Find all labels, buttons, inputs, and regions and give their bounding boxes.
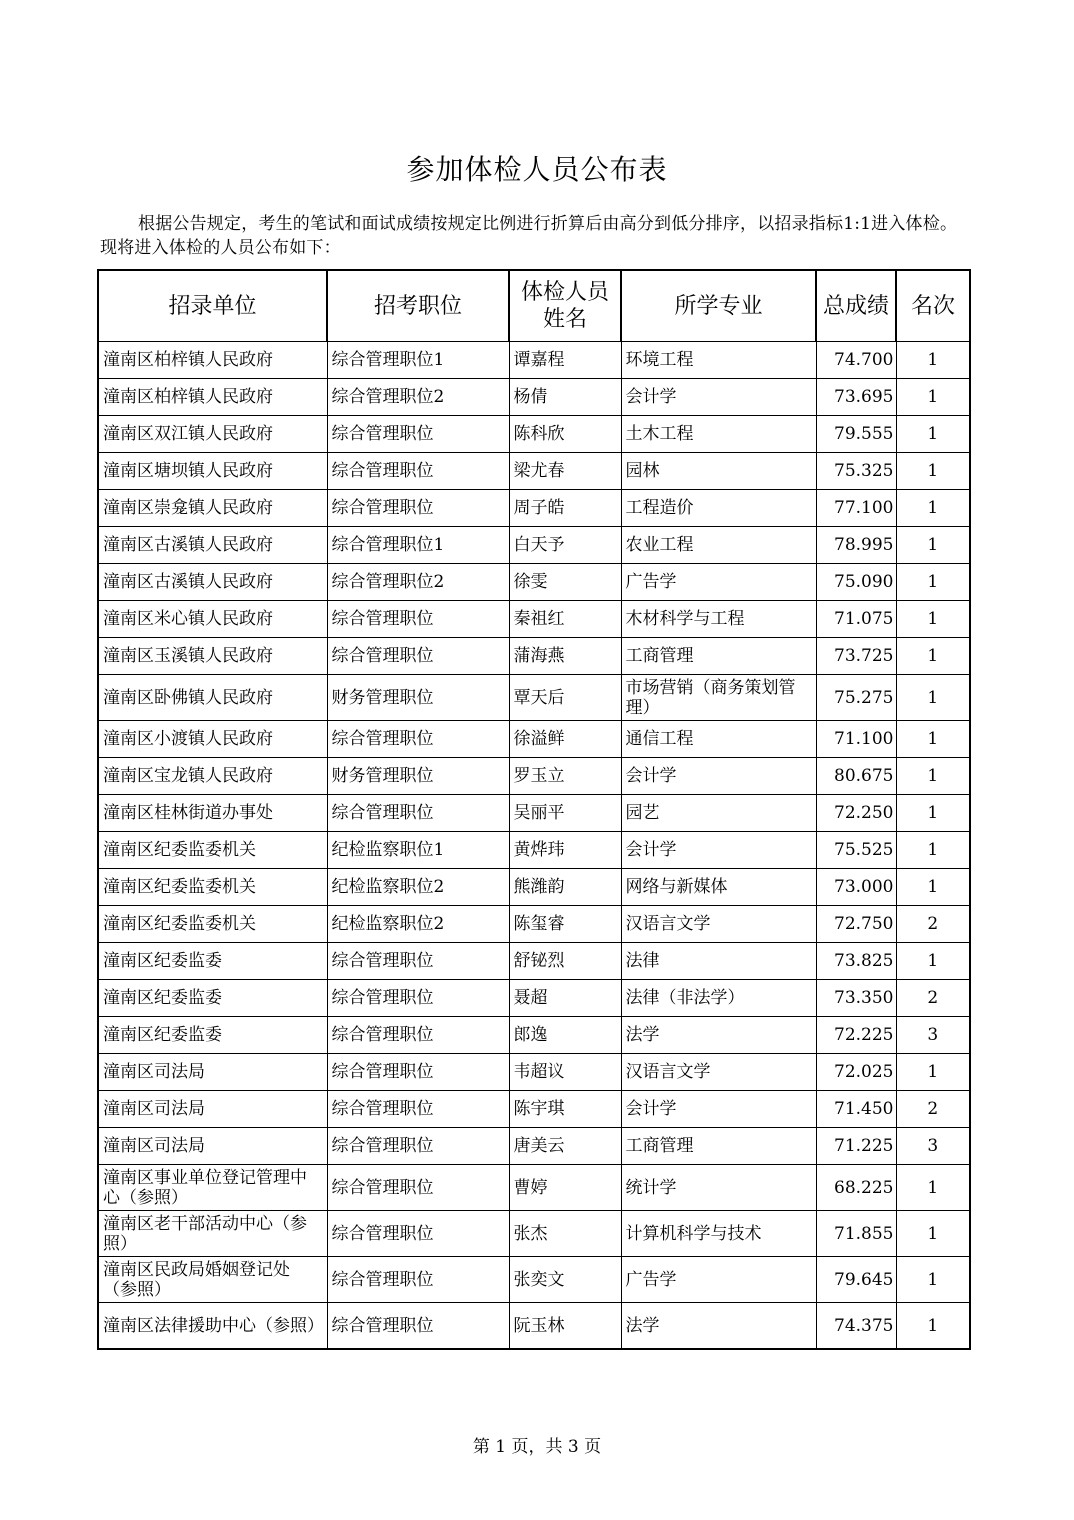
- cell-unit: 潼南区卧佛镇人民政府: [98, 675, 327, 721]
- cell-rank: 1: [896, 758, 970, 795]
- cell-name: 陈玺睿: [509, 906, 621, 943]
- cell-position: 综合管理职位: [327, 1303, 509, 1350]
- cell-rank: 1: [896, 601, 970, 638]
- cell-rank: 2: [896, 906, 970, 943]
- cell-major: 木材科学与工程: [621, 601, 816, 638]
- cell-major: 工商管理: [621, 1128, 816, 1165]
- cell-unit: 潼南区司法局: [98, 1054, 327, 1091]
- cell-name: 黄烨玮: [509, 832, 621, 869]
- table-row: [98, 1303, 970, 1350]
- cell-position: 综合管理职位: [327, 980, 509, 1017]
- cell-position: 综合管理职位2: [327, 379, 509, 416]
- cell-major: 法学: [621, 1017, 816, 1054]
- page-footer: 第 1 页，共 3 页: [472, 1437, 602, 1457]
- cell-score: 75.275: [816, 675, 896, 721]
- cell-name: 张奕文: [509, 1257, 621, 1303]
- cell-unit: 潼南区塘坝镇人民政府: [98, 453, 327, 490]
- cell-major: 环境工程: [621, 342, 816, 379]
- header-score: 总成绩: [816, 270, 896, 342]
- cell-rank: 2: [896, 980, 970, 1017]
- cell-unit: 潼南区崇龛镇人民政府: [98, 490, 327, 527]
- cell-position: 综合管理职位: [327, 1017, 509, 1054]
- table-row: [98, 416, 970, 453]
- cell-name: 曹婷: [509, 1165, 621, 1211]
- cell-rank: 1: [896, 379, 970, 416]
- header-position: 招考职位: [327, 270, 509, 342]
- cell-unit: 潼南区纪委监委机关: [98, 906, 327, 943]
- cell-rank: 1: [896, 342, 970, 379]
- cell-major: 法学: [621, 1303, 816, 1350]
- cell-name: 白天予: [509, 527, 621, 564]
- cell-position: 财务管理职位: [327, 675, 509, 721]
- cell-position: 综合管理职位1: [327, 527, 509, 564]
- table-row: [98, 564, 970, 601]
- cell-unit: 潼南区宝龙镇人民政府: [98, 758, 327, 795]
- cell-position: 综合管理职位1: [327, 342, 509, 379]
- cell-position: 财务管理职位: [327, 758, 509, 795]
- cell-score: 74.375: [816, 1303, 896, 1350]
- cell-name: 唐美云: [509, 1128, 621, 1165]
- table-row: [98, 758, 970, 795]
- cell-score: 71.075: [816, 601, 896, 638]
- cell-major: 广告学: [621, 1257, 816, 1303]
- cell-unit: 潼南区法律援助中心（参照）: [98, 1303, 327, 1350]
- cell-name: 郎逸: [509, 1017, 621, 1054]
- cell-unit: 潼南区纪委监委机关: [98, 869, 327, 906]
- cell-unit: 潼南区小渡镇人民政府: [98, 721, 327, 758]
- cell-position: 综合管理职位: [327, 1165, 509, 1211]
- cell-unit: 潼南区老干部活动中心（参照）: [98, 1211, 327, 1257]
- cell-score: 71.100: [816, 721, 896, 758]
- cell-score: 71.225: [816, 1128, 896, 1165]
- cell-unit: 潼南区纪委监委: [98, 943, 327, 980]
- cell-name: 聂超: [509, 980, 621, 1017]
- header-major: 所学专业: [621, 270, 816, 342]
- cell-major: 汉语言文学: [621, 1054, 816, 1091]
- cell-major: 会计学: [621, 832, 816, 869]
- cell-score: 72.250: [816, 795, 896, 832]
- cell-rank: 1: [896, 1211, 970, 1257]
- cell-rank: 1: [896, 869, 970, 906]
- cell-rank: 1: [896, 1054, 970, 1091]
- cell-score: 72.025: [816, 1054, 896, 1091]
- cell-score: 74.700: [816, 342, 896, 379]
- cell-rank: 1: [896, 832, 970, 869]
- cell-name: 周子皓: [509, 490, 621, 527]
- cell-rank: 2: [896, 1091, 970, 1128]
- table-row: [98, 980, 970, 1017]
- cell-score: 80.675: [816, 758, 896, 795]
- cell-major: 广告学: [621, 564, 816, 601]
- cell-position: 综合管理职位: [327, 1091, 509, 1128]
- table-row: [98, 1257, 970, 1303]
- table-row: [98, 1017, 970, 1054]
- table-row: [98, 943, 970, 980]
- cell-rank: 3: [896, 1017, 970, 1054]
- cell-score: 73.000: [816, 869, 896, 906]
- cell-major: 土木工程: [621, 416, 816, 453]
- cell-score: 72.750: [816, 906, 896, 943]
- cell-unit: 潼南区民政局婚姻登记处（参照）: [98, 1257, 327, 1303]
- cell-major: 会计学: [621, 758, 816, 795]
- table-row: [98, 490, 970, 527]
- cell-name: 梁尤春: [509, 453, 621, 490]
- cell-rank: 1: [896, 721, 970, 758]
- cell-rank: 1: [896, 564, 970, 601]
- table-header-row: [98, 270, 970, 342]
- cell-score: 68.225: [816, 1165, 896, 1211]
- cell-major: 通信工程: [621, 721, 816, 758]
- cell-unit: 潼南区纪委监委: [98, 980, 327, 1017]
- cell-score: 73.695: [816, 379, 896, 416]
- cell-position: 综合管理职位: [327, 721, 509, 758]
- cell-unit: 潼南区古溪镇人民政府: [98, 564, 327, 601]
- cell-name: 覃天后: [509, 675, 621, 721]
- cell-position: 综合管理职位2: [327, 564, 509, 601]
- cell-rank: 1: [896, 638, 970, 675]
- cell-unit: 潼南区司法局: [98, 1128, 327, 1165]
- cell-major: 园艺: [621, 795, 816, 832]
- cell-score: 72.225: [816, 1017, 896, 1054]
- cell-unit: 潼南区柏梓镇人民政府: [98, 342, 327, 379]
- table-row: [98, 342, 970, 379]
- intro-paragraph: 根据公告规定，考生的笔试和面试成绩按规定比例进行折算后由高分到低分排序，以招录指标1:1进入体检。现将进入体检的人员公布如下：: [100, 214, 958, 258]
- cell-major: 农业工程: [621, 527, 816, 564]
- cell-name: 陈宇琪: [509, 1091, 621, 1128]
- medical-exam-roster-table: [97, 269, 971, 1350]
- cell-name: 阮玉林: [509, 1303, 621, 1350]
- page-title: 参加体检人员公布表: [406, 153, 668, 186]
- header-rank: 名次: [896, 270, 970, 342]
- cell-name: 罗玉立: [509, 758, 621, 795]
- cell-name: 张杰: [509, 1211, 621, 1257]
- table-row: [98, 675, 970, 721]
- cell-position: 综合管理职位: [327, 1257, 509, 1303]
- cell-name: 秦祖红: [509, 601, 621, 638]
- cell-score: 73.825: [816, 943, 896, 980]
- table-row: [98, 906, 970, 943]
- cell-score: 71.450: [816, 1091, 896, 1128]
- cell-unit: 潼南区柏梓镇人民政府: [98, 379, 327, 416]
- cell-name: 韦超议: [509, 1054, 621, 1091]
- cell-score: 79.645: [816, 1257, 896, 1303]
- cell-major: 市场营销（商务策划管理）: [621, 675, 816, 721]
- cell-rank: 1: [896, 1303, 970, 1350]
- table-row: [98, 1128, 970, 1165]
- cell-position: 综合管理职位: [327, 453, 509, 490]
- cell-major: 会计学: [621, 379, 816, 416]
- cell-name: 徐溢鲜: [509, 721, 621, 758]
- cell-unit: 潼南区玉溪镇人民政府: [98, 638, 327, 675]
- table-row: [98, 638, 970, 675]
- cell-name: 陈科欣: [509, 416, 621, 453]
- cell-score: 75.525: [816, 832, 896, 869]
- cell-unit: 潼南区米心镇人民政府: [98, 601, 327, 638]
- cell-major: 法律: [621, 943, 816, 980]
- table-row: [98, 527, 970, 564]
- cell-major: 计算机科学与技术: [621, 1211, 816, 1257]
- cell-name: 徐雯: [509, 564, 621, 601]
- cell-unit: 潼南区司法局: [98, 1091, 327, 1128]
- cell-major: 工商管理: [621, 638, 816, 675]
- cell-rank: 1: [896, 1257, 970, 1303]
- header-name: 体检人员姓名: [509, 270, 621, 342]
- cell-unit: 潼南区古溪镇人民政府: [98, 527, 327, 564]
- table-row: [98, 1211, 970, 1257]
- cell-name: 熊潍韵: [509, 869, 621, 906]
- table-row: [98, 1165, 970, 1211]
- cell-rank: 1: [896, 675, 970, 721]
- cell-major: 法律（非法学）: [621, 980, 816, 1017]
- table-body: [98, 342, 970, 1350]
- cell-rank: 1: [896, 416, 970, 453]
- cell-rank: 3: [896, 1128, 970, 1165]
- cell-rank: 1: [896, 1165, 970, 1211]
- table-row: [98, 601, 970, 638]
- cell-unit: 潼南区纪委监委: [98, 1017, 327, 1054]
- cell-major: 园林: [621, 453, 816, 490]
- cell-rank: 1: [896, 490, 970, 527]
- cell-score: 79.555: [816, 416, 896, 453]
- cell-name: 蒲海燕: [509, 638, 621, 675]
- cell-unit: 潼南区桂林街道办事处: [98, 795, 327, 832]
- table-row: [98, 721, 970, 758]
- cell-major: 网络与新媒体: [621, 869, 816, 906]
- cell-position: 综合管理职位: [327, 601, 509, 638]
- table-row: [98, 1091, 970, 1128]
- cell-name: 谭嘉程: [509, 342, 621, 379]
- cell-major: 工程造价: [621, 490, 816, 527]
- cell-position: 纪检监察职位2: [327, 906, 509, 943]
- cell-rank: 1: [896, 527, 970, 564]
- cell-score: 71.855: [816, 1211, 896, 1257]
- cell-unit: 潼南区事业单位登记管理中心（参照）: [98, 1165, 327, 1211]
- cell-major: 会计学: [621, 1091, 816, 1128]
- cell-major: 汉语言文学: [621, 906, 816, 943]
- table-row: [98, 1054, 970, 1091]
- cell-score: 75.325: [816, 453, 896, 490]
- cell-rank: 1: [896, 795, 970, 832]
- cell-position: 综合管理职位: [327, 638, 509, 675]
- header-unit: 招录单位: [98, 270, 327, 342]
- cell-score: 78.995: [816, 527, 896, 564]
- cell-unit: 潼南区双江镇人民政府: [98, 416, 327, 453]
- cell-position: 纪检监察职位1: [327, 832, 509, 869]
- cell-position: 综合管理职位: [327, 1211, 509, 1257]
- cell-rank: 1: [896, 943, 970, 980]
- cell-name: 吴丽平: [509, 795, 621, 832]
- cell-rank: 1: [896, 453, 970, 490]
- cell-name: 杨倩: [509, 379, 621, 416]
- cell-score: 75.090: [816, 564, 896, 601]
- cell-score: 73.350: [816, 980, 896, 1017]
- table-row: [98, 832, 970, 869]
- table-row: [98, 379, 970, 416]
- cell-position: 综合管理职位: [327, 1054, 509, 1091]
- table-row: [98, 795, 970, 832]
- cell-unit: 潼南区纪委监委机关: [98, 832, 327, 869]
- cell-position: 综合管理职位: [327, 490, 509, 527]
- table-row: [98, 453, 970, 490]
- cell-major: 统计学: [621, 1165, 816, 1211]
- table-row: [98, 869, 970, 906]
- cell-name: 舒铋烈: [509, 943, 621, 980]
- cell-position: 纪检监察职位2: [327, 869, 509, 906]
- cell-position: 综合管理职位: [327, 795, 509, 832]
- cell-score: 77.100: [816, 490, 896, 527]
- cell-position: 综合管理职位: [327, 416, 509, 453]
- cell-score: 73.725: [816, 638, 896, 675]
- cell-position: 综合管理职位: [327, 943, 509, 980]
- cell-position: 综合管理职位: [327, 1128, 509, 1165]
